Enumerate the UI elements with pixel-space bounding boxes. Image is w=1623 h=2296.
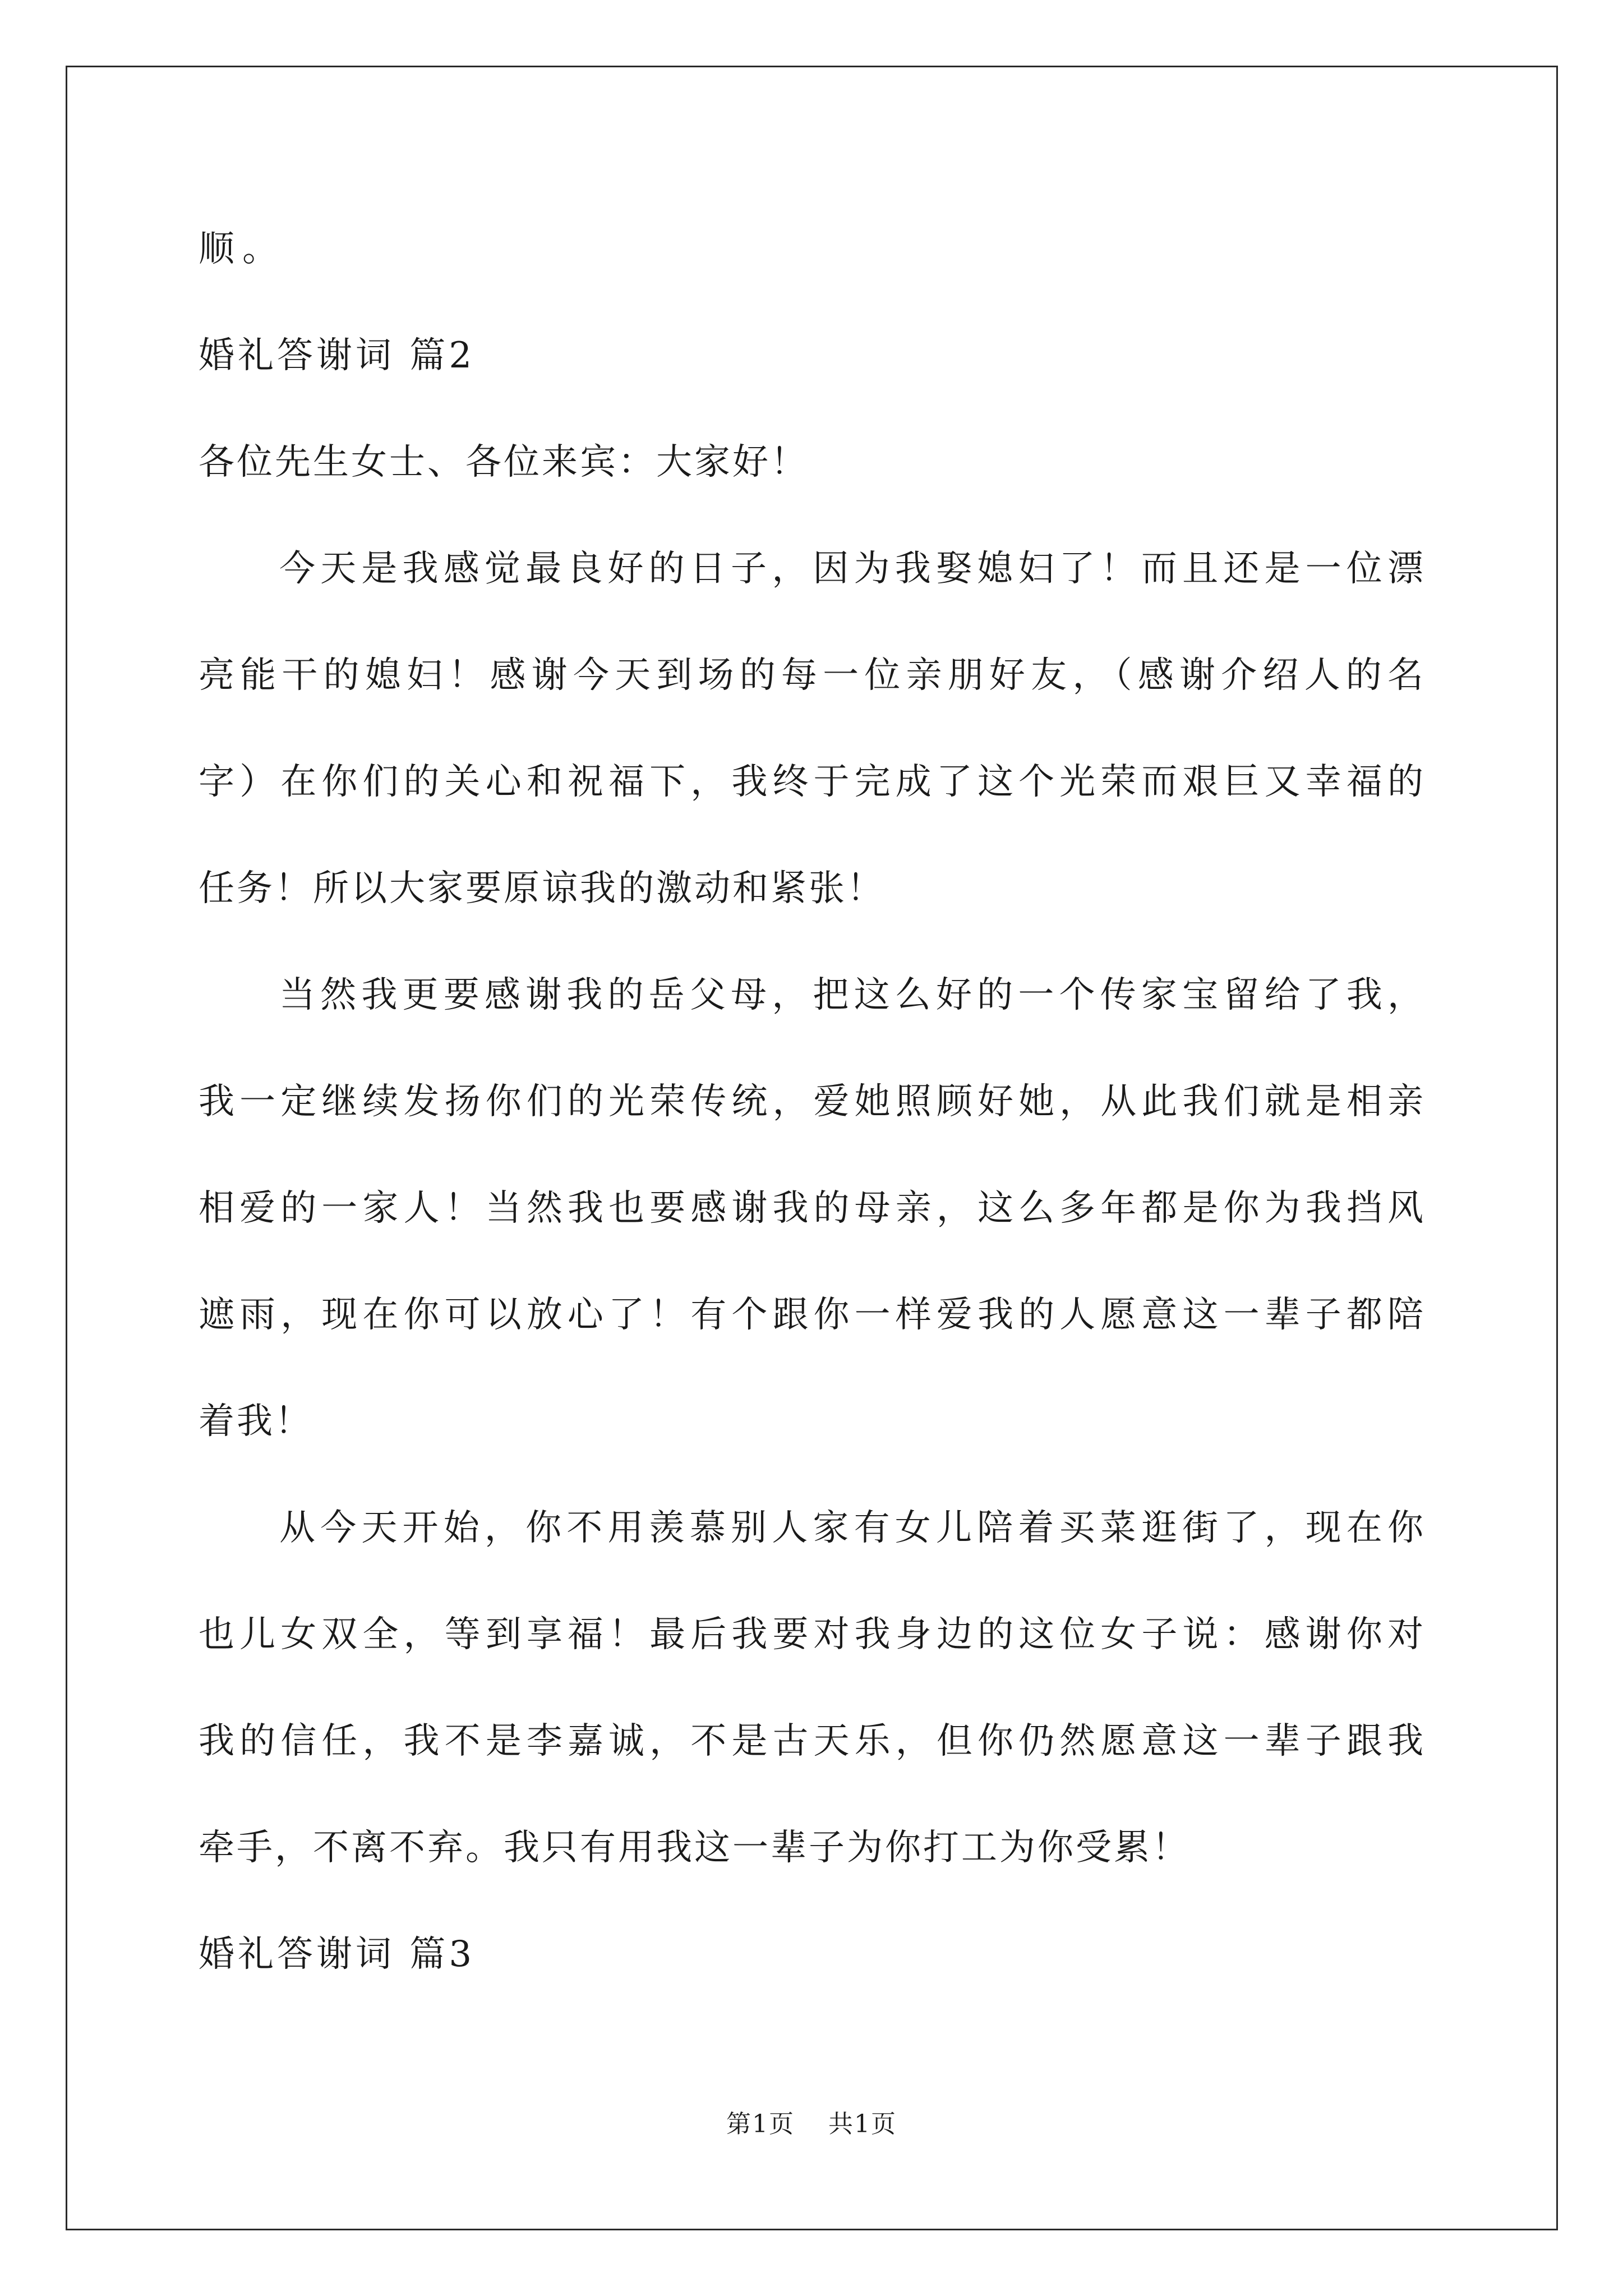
section-heading: 婚礼答谢词 篇3 bbox=[199, 1934, 476, 1975]
body-line: 顺。 bbox=[199, 228, 286, 270]
body-line: 今天是我感觉最良好的日子，因为我娶媳妇了！而且还是一位漂 bbox=[279, 548, 1423, 590]
body-line: 字）在你们的关心和祝福下，我终于完成了这个光荣而艰巨又幸福的 bbox=[199, 761, 1423, 803]
salutation: 各位先生女士、各位来宾：大家好！ bbox=[199, 441, 809, 483]
body-line: 当然我更要感谢我的岳父母，把这么好的一个传家宝留给了我， bbox=[279, 974, 1423, 1016]
page-total: 共1页 bbox=[828, 2110, 897, 2138]
body-line: 任务！所以大家要原谅我的激动和紧张！ bbox=[199, 868, 885, 909]
body-line: 牵手，不离不弃。我只有用我这一辈子为你打工为你受累！ bbox=[199, 1827, 1190, 1869]
section-heading: 婚礼答谢词 篇2 bbox=[199, 335, 476, 376]
body-line: 亮能干的媳妇！感谢今天到场的每一位亲朋好友，（感谢介绍人的名 bbox=[199, 655, 1423, 696]
body-line: 着我！ bbox=[199, 1401, 313, 1442]
page-number: 第1页 bbox=[726, 2110, 795, 2138]
body-line: 我一定继续发扬你们的光荣传统，爱她照顾好她，从此我们就是相亲 bbox=[199, 1081, 1423, 1122]
page-footer bbox=[0, 2104, 1623, 2139]
page-border bbox=[66, 66, 1558, 2230]
body-line: 相爱的一家人！当然我也要感谢我的母亲，这么多年都是你为我挡风 bbox=[199, 1188, 1423, 1229]
body-line: 也儿女双全，等到享福！最后我要对我身边的这位女子说：感谢你对 bbox=[199, 1614, 1423, 1655]
body-line: 从今天开始，你不用羡慕别人家有女儿陪着买菜逛街了，现在你 bbox=[279, 1507, 1423, 1549]
body-line: 遮雨，现在你可以放心了！有个跟你一样爱我的人愿意这一辈子都陪 bbox=[199, 1294, 1423, 1336]
body-line: 我的信任，我不是李嘉诚，不是古天乐，但你仍然愿意这一辈子跟我 bbox=[199, 1720, 1423, 1762]
